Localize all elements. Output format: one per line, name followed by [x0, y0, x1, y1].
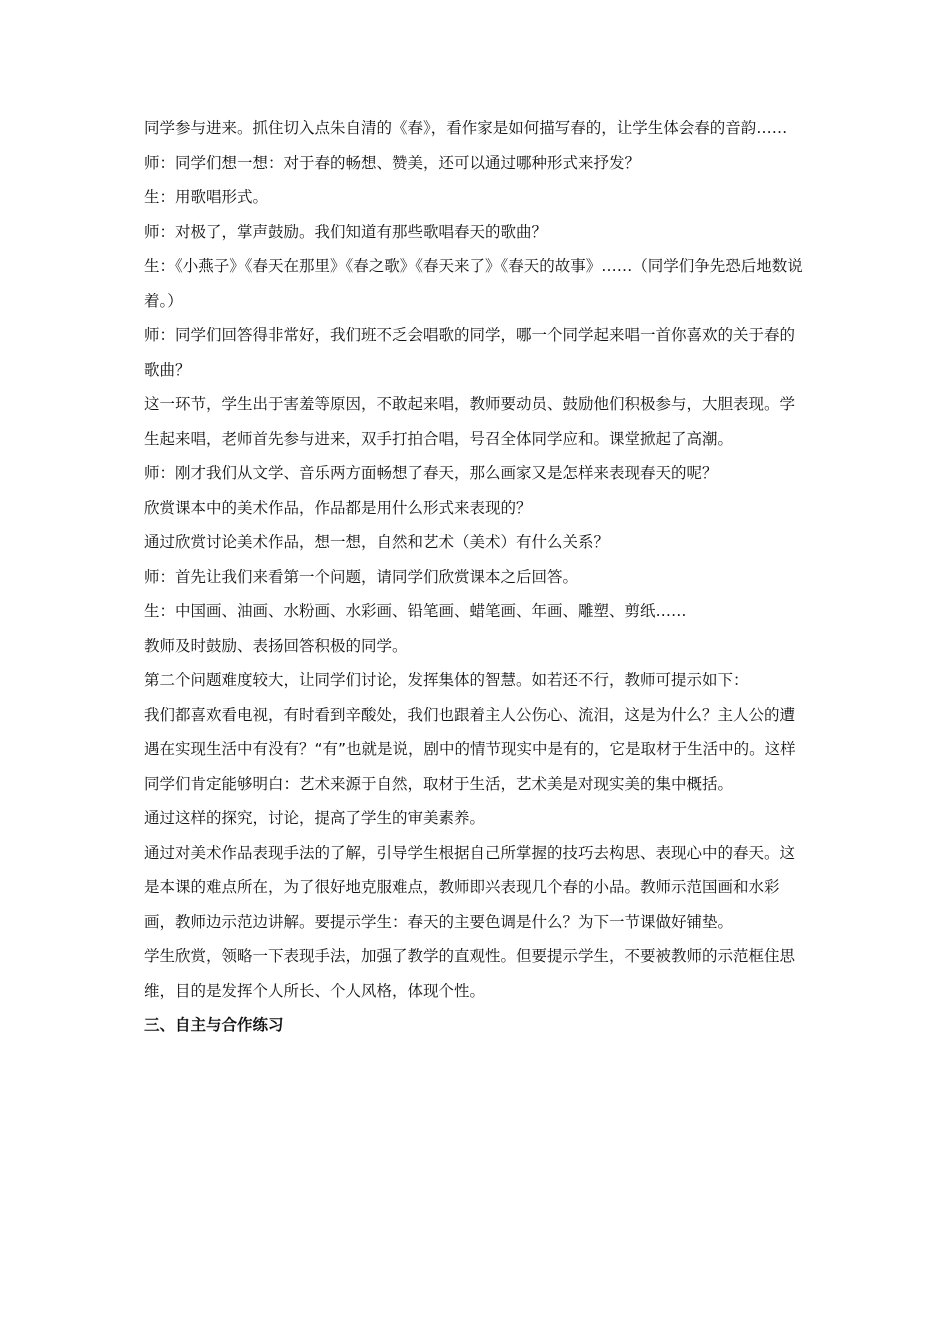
- document-body: [144, 111, 809, 1043]
- paragraph-appreciate-artworks: 欣赏课本中的美术作品，作品都是用什么形式来表现的？: [144, 498, 532, 517]
- paragraph-nature-art-relation: 通过欣赏讨论美术作品，想一想，自然和艺术（美术）有什么关系？: [144, 533, 610, 551]
- paragraph-student-song-list: 生：《小燕子》《春天在那里》《春之歌》《春天来了》《春天的故事》……（同学们争先恐后地数说着。）: [144, 257, 803, 310]
- paragraph-aesthetic-literacy: 通过这样的探究，讨论，提高了学生的审美素养。: [144, 809, 486, 827]
- paragraph-teacher-songs-question: 师：对极了，掌声鼓励。我们知道有那些歌唱春天的歌曲？: [144, 222, 548, 241]
- paragraph-teacher-first-question: 师：首先让我们来看第一个问题，请同学们欣赏课本之后回答。: [144, 567, 579, 586]
- paragraph-teacher-invite-singing: 师：同学们回答得非常好，我们班不乏会唱歌的同学，哪一个同学起来唱一首你喜欢的关于春的歌曲？: [144, 326, 796, 379]
- paragraph-student-answer-singing: 生：用歌唱形式。: [144, 188, 269, 206]
- paragraph-intro-continuation: 同学参与进来。抓住切入点朱自清的《春》，看作家是如何描写春的，让学生体会春的音韵……: [144, 119, 788, 137]
- paragraph-singing-segment-note: 这一环节，学生出于害羞等原因，不敢起来唱，教师要动员、鼓励他们积极参与，大胆表现。学生起来唱，老师首先参与进来，双手打拍合唱，号召全体同学应和。课堂掀起了高潮。: [144, 395, 796, 448]
- paragraph-demonstration: 通过对美术作品表现手法的了解，引导学生根据自己所掌握的技巧去构思、表现心中的春天。这是本课的难点所在，为了很好地克服难点，教师即兴表现几个春的小品。教师示范国画和水彩画，教师边示范边讲解。要提示学生：春天的主要色调是什么？为下一节课做好铺垫。: [144, 843, 796, 931]
- paragraph-teacher-painter-question: 师：刚才我们从文学、音乐两方面畅想了春天，那么画家又是怎样来表现春天的呢？: [144, 464, 718, 482]
- paragraph-tv-example: 我们都喜欢看电视，有时看到辛酸处，我们也跟着主人公伤心、流泪，这是为什么？主人公的遭遇在实现生活中有没有？“有”也就是说，剧中的情节现实中是有的，它是取材于生活中的。这样同学们肯定能够明白：艺术来源于自然，取材于生活，艺术美是对现实美的集中概括。: [144, 705, 796, 793]
- paragraph-student-appreciation: 学生欣赏，领略一下表现手法，加强了教学的直观性。但要提示学生，不要被教师的示范框住思维，目的是发挥个人所长、个人风格，体现个性。: [144, 947, 796, 1000]
- paragraph-student-art-forms: 生：中国画、油画、水粉画、水彩画、铅笔画、蜡笔画、年画、雕塑、剪纸……: [144, 602, 687, 620]
- section-heading: 三、自主与合作练习: [144, 1016, 284, 1034]
- paragraph-second-question-hint: 第二个问题难度较大，让同学们讨论，发挥集体的智慧。如若还不行，教师可提示如下：: [144, 671, 749, 689]
- paragraph-teacher-question-forms: 师：同学们想一想：对于春的畅想、赞美，还可以通过哪种形式来抒发？: [144, 153, 641, 172]
- paragraph-teacher-praise: 教师及时鼓励、表扬回答积极的同学。: [144, 636, 408, 655]
